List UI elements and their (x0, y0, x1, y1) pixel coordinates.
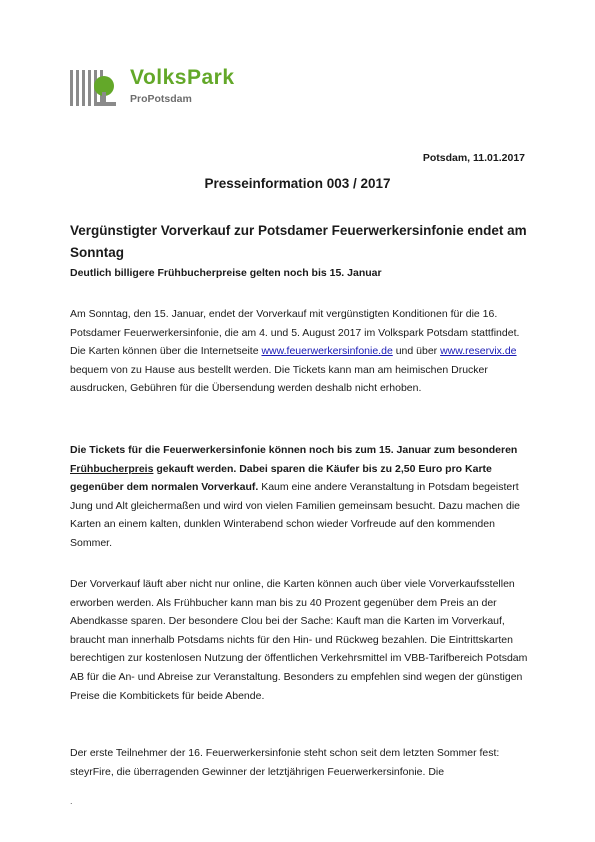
p2-text: Kaum eine andere Veranstaltung in Potsdam begeistert Jung und Alt gleichermaßen und wird von vielen Familien gemeinsam besucht. Dazu machen die Karten an einem kalten, dunklen Winterabend schon wieder Vorfreude auf den kommenden Sommer. (70, 481, 520, 549)
paragraph-1 (70, 305, 532, 398)
logo-brand: VolksPark (130, 66, 235, 89)
p1-text-3: bequem von zu Hause aus bestellt werden. Die Tickets kann man am heimischen Drucker ausdrucken, Gebühren für die Übersendung werden deshalb nicht erhoben. (70, 363, 488, 395)
link-feuerwerkersinfonie[interactable]: www.feuerwerkersinfonie.de (261, 345, 393, 358)
subheadline: Deutlich billigere Frühbucherpreise gelten noch bis 15. Januar (70, 267, 382, 279)
footer-mark: . (70, 796, 73, 806)
link-reservix[interactable]: www.reservix.de (440, 345, 517, 358)
logo-sub: ProPotsdam (130, 93, 192, 105)
p2-bold-underlined: Frühbucherpreis (70, 462, 154, 475)
headline: Vergünstigter Vorverkauf zur Potsdamer Feuerwerkersinfonie endet am Sonntag (70, 223, 527, 260)
volkspark-logo (70, 66, 270, 110)
press-date: Potsdam, 11.01.2017 (422, 152, 525, 164)
paragraph-2 (70, 441, 532, 553)
paragraph-3 (70, 575, 532, 705)
document-title: Presseinformation 003 / 2017 (204, 176, 391, 191)
p1-text-2: und über (392, 345, 441, 358)
p4-text: Der erste Teilnehmer der 16. Feuerwerkersinfonie steht schon seit dem letzten Sommer fest: steyrFire, die überragenden Gewinner der letztjährigen Feuerwerkersinfonie. Die (70, 747, 500, 778)
p2-bold-2: gekauft werden. Dabei sparen die Käufer bis zu 2,50 Euro pro Karte gegenüber dem normalen Vorverkauf. (70, 462, 492, 494)
p2-bold-1: Die Tickets für die Feuerwerkersinfonie können noch bis zum 15. Januar zum besonderen (70, 444, 518, 456)
p3-text: Der Vorverkauf läuft aber nicht nur online, die Karten können auch über viele Vorverkaufsstellen erworben werden. Als Frühbucher kann man bis zu 40 Prozent gegenüber dem Preis an der Abendkasse sparen. Der besondere Clou bei der Sache: Kauft man die Karten im Vorverkauf, braucht man innerhalb Potsdams nichts für den Hin- und Rückweg bezahlen. Die Eintrittskarten berechtigen zur kostenlosen Nutzung der öffentlichen Verkehrsmittel im VBB-Tarifbereich Potsdam AB für die An- und Abreise zur Veranstaltung. Besonders zu empfehlen sind wegen der günstigen Preise die Kombitickets für beide Abende. (70, 578, 528, 702)
volkspark-logo-mark (70, 66, 126, 110)
p1-text-1: Am Sonntag, den 15. Januar, endet der Vorverkauf mit vergünstigten Konditionen für die 16. Potsdamer Feuerwerkersinfonie, die am 4. und 5. August 2017 im Volkspark Potsdam stattfindet. Die Karten können über die Internetseite (70, 308, 520, 358)
paragraph-4 (70, 744, 532, 781)
